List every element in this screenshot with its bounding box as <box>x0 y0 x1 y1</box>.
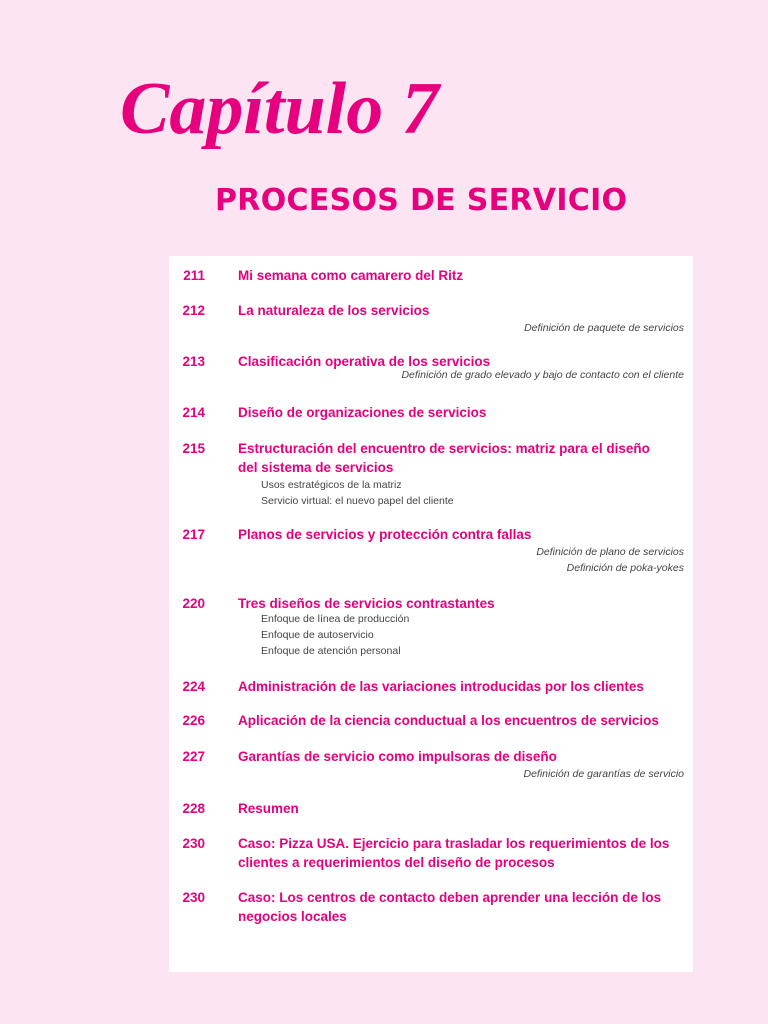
toc-page-number: 211 <box>183 268 205 283</box>
toc-page-number: 230 <box>182 836 205 851</box>
toc-title-continued: del sistema de servicios <box>238 460 394 475</box>
toc-page-number: 230 <box>182 890 205 905</box>
toc-page-number: 217 <box>182 527 205 542</box>
toc-title: Estructuración del encuentro de servicios: matriz para el diseño <box>238 441 650 456</box>
toc-title: Clasificación operativa de los servicios <box>238 354 491 369</box>
toc-subsection: Usos estratégicos de la matriz <box>261 479 402 491</box>
toc-title: Caso: Los centros de contacto deben aprender una lección de los <box>238 890 662 905</box>
toc-page-number: 212 <box>182 303 205 318</box>
toc-page-number: 227 <box>182 749 205 764</box>
toc-title: Administración de las variaciones introducidas por los clientes <box>238 679 644 694</box>
toc-title-continued: negocios locales <box>238 909 347 924</box>
chapter-subtitle: PROCESOS DE SERVICIO <box>215 183 628 218</box>
toc-subsection: Enfoque de autoservicio <box>261 629 374 641</box>
toc-page-number: 228 <box>182 801 205 816</box>
toc-subsection: Enfoque de atención personal <box>261 645 401 657</box>
toc-title: Planos de servicios y protección contra fallas <box>238 527 532 542</box>
toc-page-number: 213 <box>182 354 205 369</box>
toc-title: Resumen <box>238 801 299 816</box>
chapter-title: Capítulo 7 <box>120 68 439 150</box>
toc-subsection: Enfoque de línea de producción <box>261 613 410 625</box>
toc-title-continued: clientes a requerimientos del diseño de procesos <box>238 855 555 870</box>
toc-title: Aplicación de la ciencia conductual a los encuentros de servicios <box>238 713 659 728</box>
toc-page-number: 220 <box>182 596 205 611</box>
toc-definition: Definición de grado elevado y bajo de contacto con el cliente <box>401 369 684 381</box>
toc-title: Diseño de organizaciones de servicios <box>238 405 487 420</box>
toc-definition: Definición de paquete de servicios <box>524 322 684 334</box>
toc-title: Mi semana como camarero del Ritz <box>238 268 464 283</box>
toc-definition: Definición de poka-yokes <box>566 562 684 574</box>
toc-page-number: 214 <box>182 405 205 420</box>
toc-definition: Definición de garantías de servicio <box>523 768 684 780</box>
table-of-contents <box>169 256 693 972</box>
toc-definition: Definición de plano de servicios <box>536 546 684 558</box>
toc-title: Caso: Pizza USA. Ejercicio para trasladar los requerimientos de los <box>238 836 670 851</box>
toc-title: Garantías de servicio como impulsoras de diseño <box>238 749 557 764</box>
toc-title: La naturaleza de los servicios <box>238 303 430 318</box>
toc-page-number: 224 <box>182 679 205 694</box>
toc-subsection: Servicio virtual: el nuevo papel del cliente <box>261 495 454 507</box>
toc-page-number: 226 <box>182 713 205 728</box>
toc-title: Tres diseños de servicios contrastantes <box>238 596 495 611</box>
toc-page-number: 215 <box>182 441 205 456</box>
